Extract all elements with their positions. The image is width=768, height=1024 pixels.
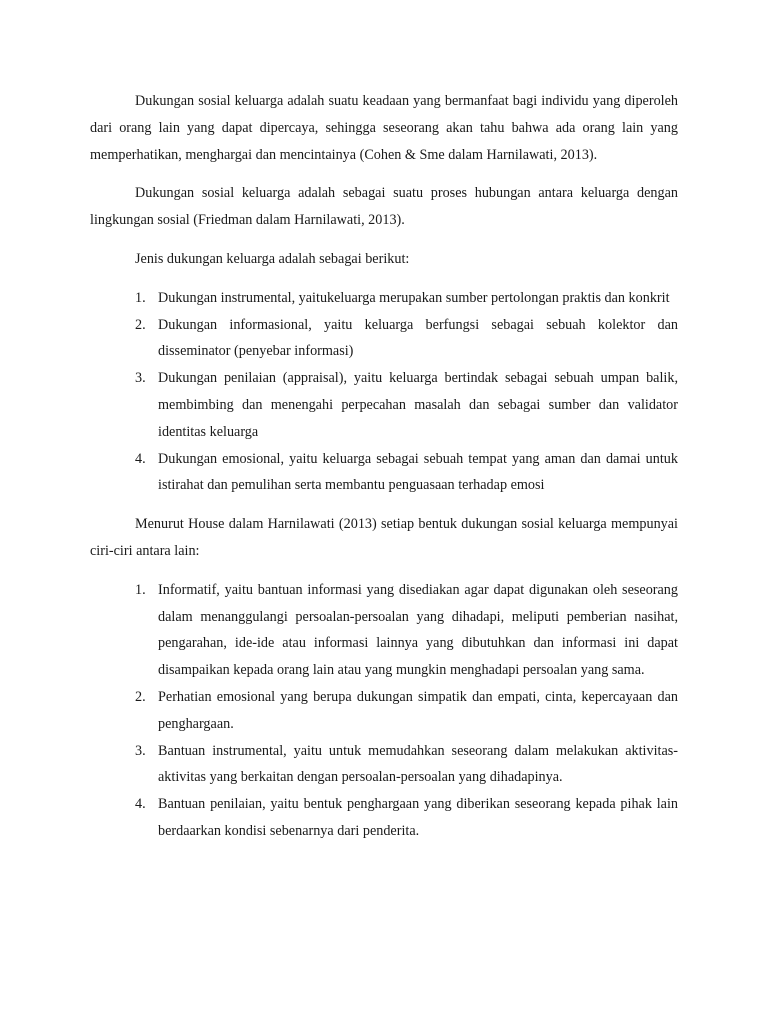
list-item-number: 4. [135, 796, 146, 813]
list-item [90, 365, 678, 445]
list-item-number: 3. [135, 370, 146, 387]
list-item-number: 3. [135, 742, 146, 759]
list-item-text: Dukungan emosional, yaitu keluarga sebagai sebuah tempat yang aman dan damai untuk istirahat dan pemulihan serta membantu penguasaan terhadap emosi [158, 450, 678, 494]
list-item-text: Bantuan penilaian, yaitu bentuk penghargaan yang diberikan seseorang kepada pihak lain berdaarkan kondisi sebenarnya dari penderita. [158, 796, 678, 839]
paragraph-4: Menurut House dalam Harnilawati (2013) setiap bentuk dukungan sosial keluarga mempunyai ciri-ciri antara lain: [90, 516, 678, 559]
list-item [90, 684, 678, 738]
list-item [90, 577, 678, 684]
list-item-number: 1. [135, 289, 146, 306]
list-item-number: 2. [135, 688, 146, 705]
list-item [90, 446, 678, 500]
document-body [90, 88, 678, 845]
support-types-list [90, 285, 678, 499]
list-item-text: Dukungan informasional, yaitu keluarga berfungsi sebagai sebuah kolektor dan disseminator (penyebar informasi) [158, 316, 678, 360]
list-item-number: 1. [135, 581, 146, 598]
paragraph-3: Jenis dukungan keluarga adalah sebagai berikut: [135, 250, 410, 267]
list-item-number: 2. [135, 316, 146, 333]
list-item-text: Perhatian emosional yang berupa dukungan simpatik dan empati, cinta, kepercayaan dan penghargaan. [158, 688, 678, 732]
list-item [90, 285, 678, 312]
list-item-text: Informatif, yaitu bantuan informasi yang disediakan agar dapat digunakan oleh seseorang dalam menanggulangi persoalan-persoalan yang dihadapi, meliputi pemberian nasihat, pengarahan, ide-ide atau informasi lainnya yang dibutuhkan dan informasi ini dapat disampaikan kepada orang lain atau yang mungkin menghadapi persoalan yang sama. [158, 581, 678, 679]
list-item-text: Bantuan instrumental, yaitu untuk memudahkan seseorang dalam melakukan aktivitas-aktivitas yang berkaitan dengan persoalan-persoalan yang dihadapinya. [158, 742, 678, 786]
list-item-text: Dukungan instrumental, yaitukeluarga merupakan sumber pertolongan praktis dan konkrit [158, 289, 670, 306]
list-item [90, 738, 678, 792]
support-characteristics-list [90, 577, 678, 845]
list-item-number: 4. [135, 450, 146, 467]
list-item-text: Dukungan penilaian (appraisal), yaitu keluarga bertindak sebagai sebuah umpan balik, membimbing dan menengahi perpecahan masalah dan sebagai sumber dan validator identitas keluarga [158, 370, 678, 440]
paragraph-1: Dukungan sosial keluarga adalah suatu keadaan yang bermanfaat bagi individu yang diperoleh dari orang lain yang dapat dipercaya, sehingga seseorang akan tahu bahwa ada orang lain yang memperhatikan, menghargai dan mencintainya (Cohen & Sme dalam Harnilawati, 2013). [90, 93, 678, 163]
list-item [90, 312, 678, 366]
list-item [90, 791, 678, 845]
paragraph-2: Dukungan sosial keluarga adalah sebagai suatu proses hubungan antara keluarga dengan lingkungan sosial (Friedman dalam Harnilawati, 2013). [90, 185, 678, 229]
